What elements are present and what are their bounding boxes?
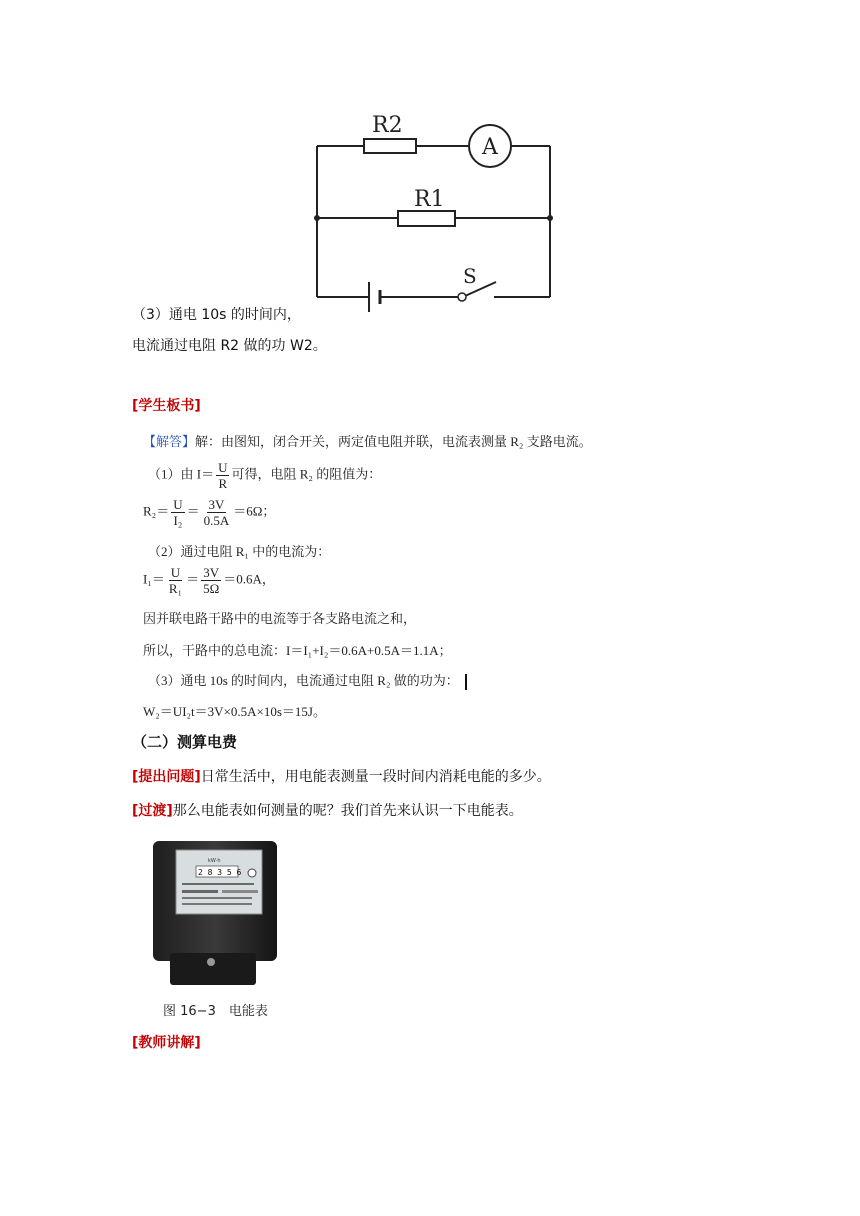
i1-f1-den: R₁ bbox=[168, 581, 183, 596]
r2-fraction-1 bbox=[171, 497, 184, 528]
r2-eq: ＝ bbox=[186, 503, 200, 519]
ammeter-label: A bbox=[482, 135, 498, 160]
raise-question bbox=[132, 767, 551, 787]
question-line-1: （3）通电 10s 的时间内， bbox=[132, 307, 301, 323]
svg-text:kW·h: kW·h bbox=[208, 858, 221, 864]
meter-digits: 2 8 3 5 6 bbox=[198, 868, 242, 877]
r2-label: R2 bbox=[372, 113, 403, 138]
step2: （2）通过电阻 R₁ 中的电流为： bbox=[148, 544, 331, 559]
i1-fraction-1 bbox=[167, 565, 184, 596]
r2-f2-den: 0.5A bbox=[203, 513, 230, 528]
text-cursor bbox=[465, 674, 467, 690]
step1-frac-num: U bbox=[218, 460, 228, 475]
r2-equation bbox=[143, 497, 275, 528]
r2-f2-num: 3V bbox=[208, 497, 225, 512]
transition-tag: [过渡] bbox=[132, 803, 173, 819]
i1-equation bbox=[143, 565, 275, 596]
step1-prefix: （1）由 I＝ bbox=[148, 466, 215, 482]
solution-intro-text: 解：由图知，闭合开关，两定值电阻并联，电流表测量 R₂ 支路电流。 bbox=[195, 434, 592, 449]
step3 bbox=[148, 670, 467, 690]
transition bbox=[132, 801, 523, 821]
r2-f1-den: I₂ bbox=[173, 513, 183, 528]
question-line-2: 电流通过电阻 R2 做的功 W2。 bbox=[132, 338, 327, 354]
r2-lhs: R₂＝ bbox=[143, 503, 170, 519]
section-heading: （二）测算电费 bbox=[132, 733, 238, 751]
w2-equation: W₂＝UI₂t＝3V×0.5A×10s＝15J。 bbox=[143, 704, 326, 719]
teacher-explain-tag: [教师讲解] bbox=[132, 1035, 201, 1051]
student-board-tag: [学生板书] bbox=[132, 398, 201, 414]
step3-text: （3）通电 10s 的时间内，电流通过电阻 R₂ 做的功为： bbox=[148, 673, 459, 688]
circuit-diagram bbox=[300, 100, 570, 320]
i1-f2-den: 5Ω bbox=[203, 581, 220, 596]
figure-caption: 图 16−3 电能表 bbox=[163, 1004, 268, 1019]
r2-fraction-2 bbox=[202, 497, 232, 528]
r2-result: ＝6Ω； bbox=[233, 503, 276, 519]
raise-question-text: 日常生活中，用电能表测量一段时间内消耗电能的多少。 bbox=[200, 769, 551, 785]
switch-label: S bbox=[463, 264, 477, 288]
r1-label: R1 bbox=[414, 187, 445, 212]
step1 bbox=[148, 460, 381, 491]
step1-fraction bbox=[216, 460, 229, 491]
step1-frac-den: R bbox=[218, 476, 228, 491]
transition-text: 那么电能表如何测量的呢？我们首先来认识一下电能表。 bbox=[172, 803, 523, 819]
r2-f1-num: U bbox=[173, 497, 183, 512]
i1-result: ＝0.6A， bbox=[223, 571, 275, 587]
total-current: 所以，干路中的总电流：I＝I₁+I₂＝0.6A+0.5A＝1.1A； bbox=[143, 643, 452, 658]
electric-meter-image bbox=[150, 838, 280, 988]
solution-intro bbox=[143, 431, 592, 450]
i1-fraction-2 bbox=[201, 565, 221, 596]
solution-tag: 【解答】 bbox=[143, 434, 196, 449]
i1-eq: ＝ bbox=[186, 571, 200, 587]
i1-f2-num: 3V bbox=[203, 565, 220, 580]
raise-question-tag: [提出问题] bbox=[132, 769, 201, 785]
i1-lhs: I₁＝ bbox=[143, 571, 165, 587]
i1-f1-num: U bbox=[170, 565, 181, 580]
parallel-note: 因并联电路干路中的电流等于各支路电流之和， bbox=[143, 611, 417, 626]
step1-suffix: 可得，电阻 R₂ 的阻值为： bbox=[231, 466, 382, 482]
